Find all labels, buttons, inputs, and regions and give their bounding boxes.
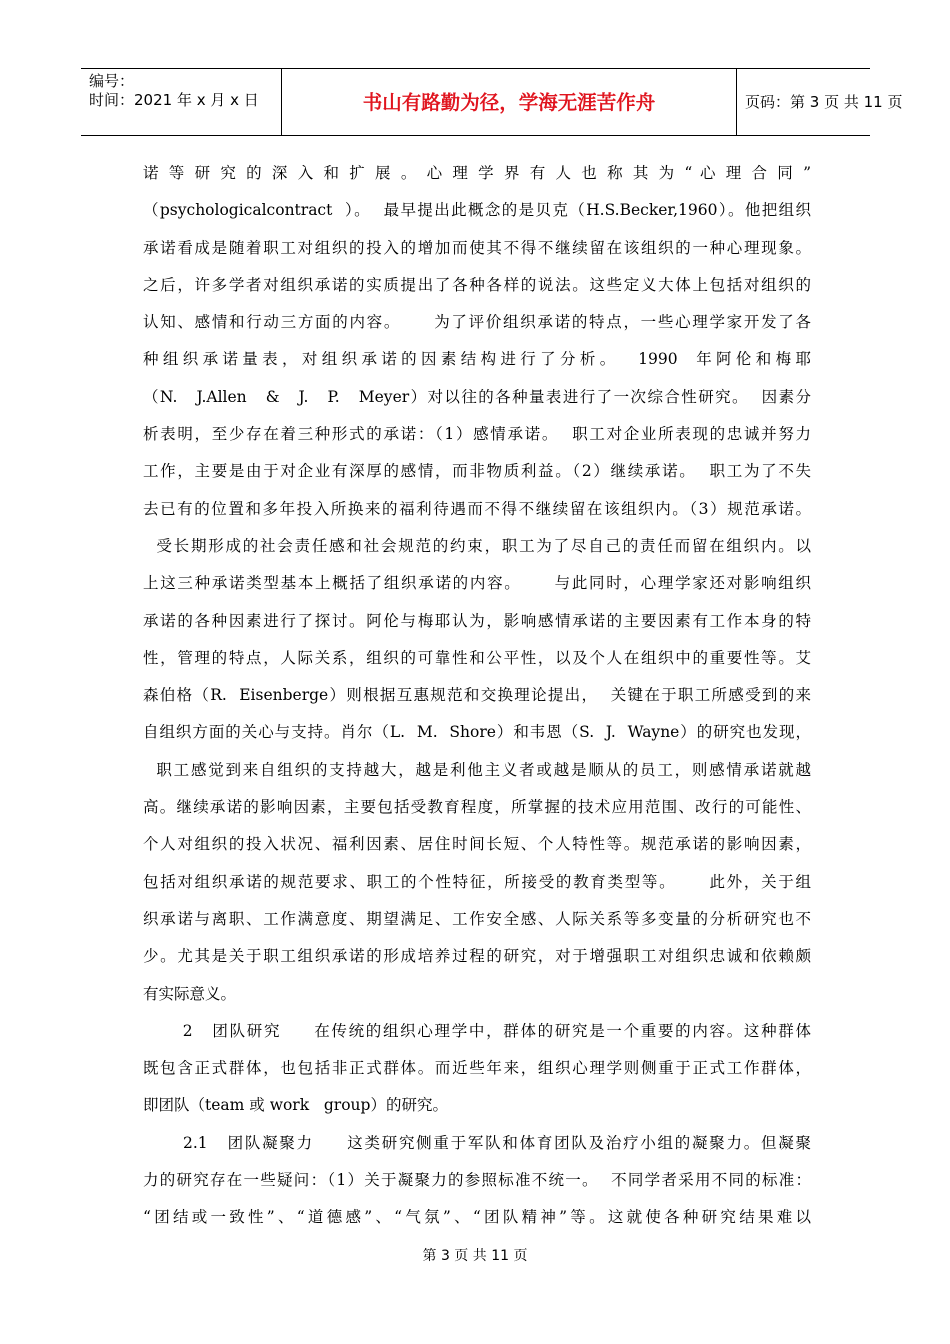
text-line: 之后，许多学者对组织承诺的实质提出了各种各样的说法。这些定义大体上包括对组织的 bbox=[143, 275, 811, 294]
text-line: 森伯格（R. Eisenberge）则根据互惠规范和交换理论提出， 关键在于职工所感受到的来 bbox=[143, 686, 811, 705]
text-line: 受长期形成的社会责任感和社会规范的约束，职工为了尽自己的责任而留在组织内。以 bbox=[143, 536, 811, 555]
text-line: 上这三种承诺类型基本上概括了组织承诺的内容。 与此同时，心理学家还对影响组织 bbox=[143, 574, 811, 593]
text-line: 认知、感情和行动三方面的内容。 为了评价组织承诺的特点，一些心理学家开发了各 bbox=[143, 313, 811, 332]
text-line: （N. J.Allen & J. P. Meyer）对以往的各种量表进行了一次综合性研究。 因素分 bbox=[143, 387, 811, 406]
text-line: “团结或一致性”、“道德感”、“气氛”、“团队精神”等。这就使各种研究结果难以 bbox=[143, 1208, 811, 1227]
text-line: 高。继续承诺的影响因素，主要包括受教育程度，所掌握的技术应用范围、改行的可能性、 bbox=[143, 798, 811, 817]
header-page-cell bbox=[737, 69, 903, 135]
header-motto-cell bbox=[282, 69, 737, 135]
document-body bbox=[143, 158, 811, 1240]
text-line: 去已有的位置和多年投入所换来的福利待遇而不得不继续留在该组织内。（3）规范承诺。 bbox=[143, 499, 811, 518]
text-line: 承诺看成是随着职工对组织的投入的增加而使其不得不继续留在该组织的一种心理现象。 bbox=[143, 238, 811, 257]
subsection-heading-line: 2.1 团队凝聚力 这类研究侧重于军队和体育团队及治疗小组的凝聚力。但凝聚 bbox=[143, 1133, 811, 1152]
serial-label: 编号： bbox=[89, 72, 135, 90]
text-line: 析表明，至少存在着三种形式的承诺：（1）感情承诺。 职工对企业所表现的忠诚并努力 bbox=[143, 425, 811, 444]
text-line: 性，管理的特点，人际关系，组织的可靠性和公平性，以及个人在组织中的重要性等。艾 bbox=[143, 648, 811, 667]
date-line: 时间：2021 年 x 月 x 日 bbox=[89, 91, 259, 109]
text-line: 少。尤其是关于职工组织承诺的形成培养过程的研究，对于增强职工对组织忠诚和依赖颇 bbox=[143, 947, 811, 966]
page-header bbox=[81, 68, 903, 136]
text-line: 工作，主要是由于对企业有深厚的感情，而非物质利益。（2）继续承诺。 职工为了不失 bbox=[143, 462, 811, 481]
header-meta-cell bbox=[81, 69, 282, 135]
text-line: 力的研究存在一些疑问：（1）关于凝聚力的参照标准不统一。 不同学者采用不同的标准： bbox=[143, 1171, 811, 1190]
text-line: 即团队（team 或 work group）的研究。 bbox=[143, 1096, 448, 1115]
text-line: 包括对组织承诺的规范要求、职工的个性特征，所接受的教育类型等。 此外，关于组 bbox=[143, 872, 811, 891]
text-line: （psychologicalcontract ）。 最早提出此概念的是贝克（H.S.Becker,1960）。他把组织 bbox=[143, 201, 811, 220]
text-line: 个人对组织的投入状况、福利因素、居住时间长短、个人特性等。规范承诺的影响因素， bbox=[143, 835, 811, 854]
text-line: 织承诺与离职、工作满意度、期望满足、工作安全感、人际关系等多变量的分析研究也不 bbox=[143, 909, 811, 928]
text-line: 承诺的各种因素进行了探讨。阿伦与梅耶认为，影响感情承诺的主要因素有工作本身的特 bbox=[143, 611, 811, 630]
motto: 书山有路勤为径，学海无涯苦作舟 bbox=[362, 91, 656, 114]
text-line: 既包含正式群体，也包括非正式群体。而近些年来，组织心理学则侧重于正式工作群体， bbox=[143, 1059, 811, 1078]
text-line: 诺 等 研 究 的 深 入 和 扩 展 。 心 理 学 界 有 人 也 称 其 为 “ 心 理 合 同 ” bbox=[143, 164, 811, 182]
text-line: 种组织承诺量表，对组织承诺的因素结构进行了分析。 1990 年阿伦和梅耶 bbox=[143, 350, 811, 369]
section-heading-line: 2 团队研究 在传统的组织心理学中，群体的研究是一个重要的内容。这种群体 bbox=[143, 1021, 811, 1040]
page-info: 页码：第 3 页 共 11 页 bbox=[745, 93, 903, 111]
text-line: 自组织方面的关心与支持。肖尔（L. M. Shore）和韦恩（S. J. Wayne）的研究也发现， bbox=[143, 723, 811, 742]
text-line: 职工感觉到来自组织的支持越大，越是利他主义者或越是顺从的员工，则感情承诺就越 bbox=[143, 760, 811, 779]
page-footer: 第 3 页 共 11 页 bbox=[422, 1248, 528, 1264]
text-line: 有实际意义。 bbox=[143, 984, 237, 1003]
